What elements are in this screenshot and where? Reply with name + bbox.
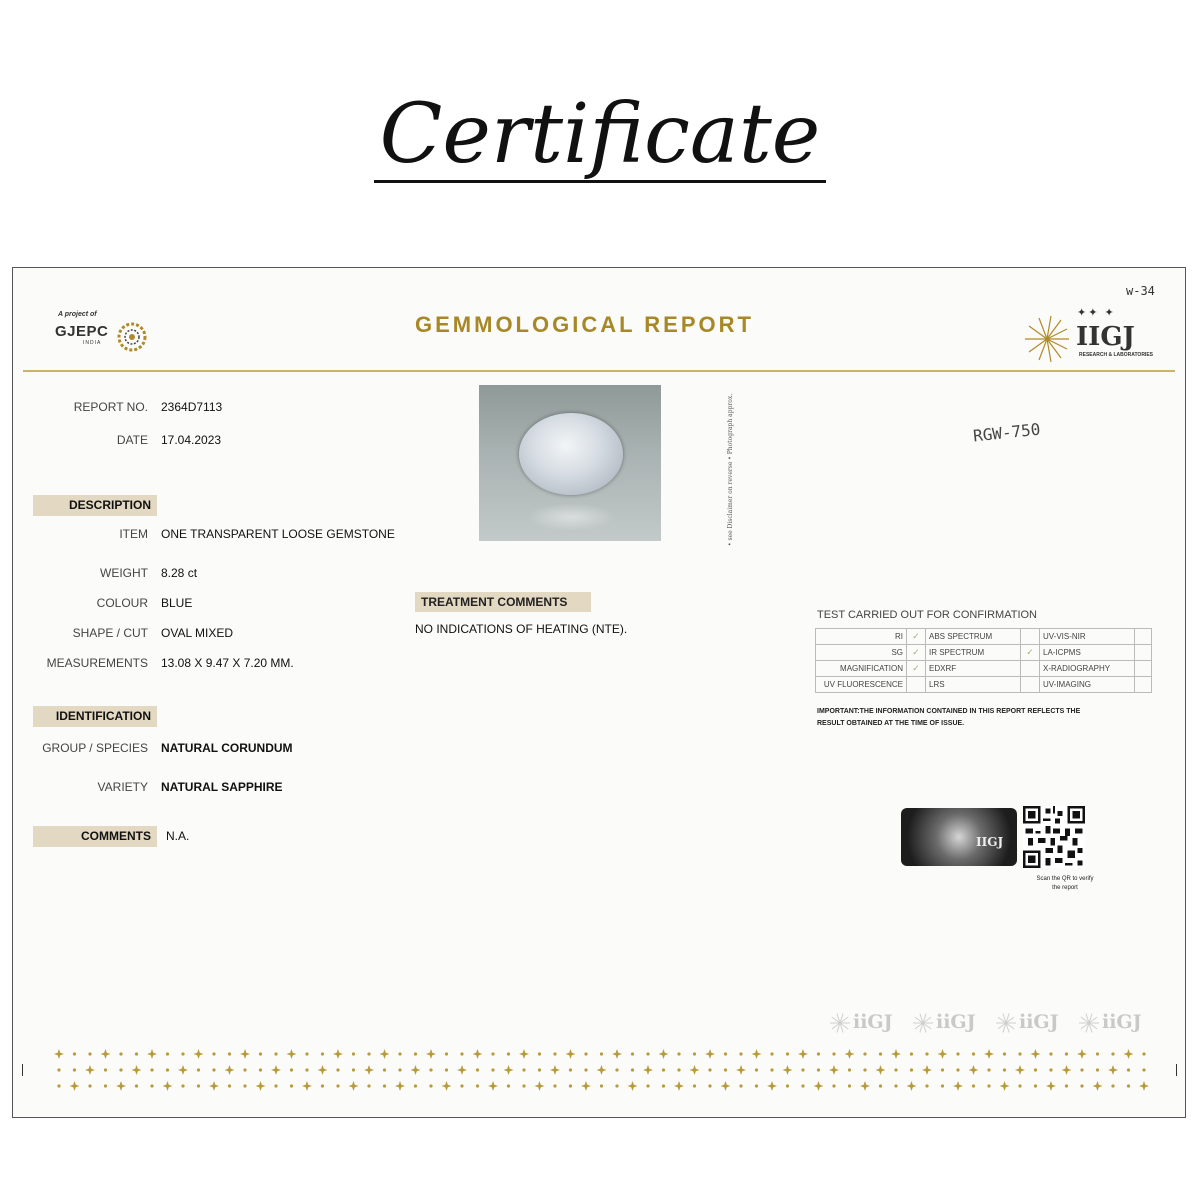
important-text: THE INFORMATION CONTAINED IN THIS REPORT REFLECTS THE RESULT OBTAINED AT THE TIME OF ISSUE.: [817, 708, 1081, 727]
watermark-starburst-icon: [995, 1012, 1017, 1034]
iigj-subtitle: RESEARCH & LABORATORIES: [1079, 352, 1153, 358]
test-check-icon: ✓: [907, 661, 926, 677]
iigj-stars-icon: ✦✦ ✦: [1077, 307, 1116, 319]
watermark-starburst-icon: [912, 1012, 934, 1034]
item-label: ITEM: [119, 527, 148, 541]
tests-row: [816, 645, 1152, 661]
variety-label: VARIETY: [97, 780, 148, 794]
gjepc-country: INDIA: [83, 340, 102, 346]
test-check-cell: [1135, 629, 1152, 645]
test-name: MAGNIFICATION: [816, 661, 907, 677]
iigj-logo-text: IIGJ: [1076, 322, 1135, 352]
hologram-label: IIGJ: [976, 835, 1004, 849]
measurements-label: MEASUREMENTS: [46, 656, 148, 670]
variety-value: NATURAL SAPPHIRE: [161, 780, 283, 794]
treatment-comments-header: TREATMENT COMMENTS: [415, 592, 591, 612]
important-label: IMPORTANT:: [817, 708, 860, 715]
watermark-logo-text: iiGJ: [1102, 1011, 1142, 1033]
tests-row: [816, 629, 1152, 645]
description-section-header: DESCRIPTION: [33, 495, 157, 516]
handwritten-code: w-34: [1126, 284, 1155, 298]
gemstone-reflection: [527, 503, 615, 531]
test-name: ABS SPECTRUM: [926, 629, 1021, 645]
test-check-cell: [1135, 645, 1152, 661]
test-check-cell: [1135, 661, 1152, 677]
test-check-icon: [1021, 677, 1040, 693]
test-name: LRS: [926, 677, 1021, 693]
test-name: SG: [816, 645, 907, 661]
date-value: 17.04.2023: [161, 433, 222, 447]
gemstone-photo: [479, 385, 661, 541]
qr-code-icon[interactable]: [1023, 806, 1085, 868]
treatment-comments-value: NO INDICATIONS OF HEATING (NTE).: [415, 622, 628, 636]
scan-qr-caption: Scan the QR to verify the report: [1036, 876, 1094, 891]
gemstone-image: [519, 413, 623, 495]
report-no-value: 2364D7113: [161, 400, 223, 414]
watermark-logo-text: iiGJ: [936, 1011, 976, 1033]
gjepc-emblem-icon: [117, 322, 147, 352]
left-edge-tick: [22, 1064, 23, 1076]
page-title-text: Certificate: [374, 92, 827, 183]
test-check-icon: [1021, 629, 1040, 645]
test-name: LA-ICPMS: [1040, 645, 1135, 661]
iigj-starburst-icon: [1021, 314, 1071, 364]
decorative-dot-row-1: [53, 1048, 1153, 1060]
page-title: [0, 87, 1200, 183]
important-note: [817, 706, 1097, 730]
test-name: RI: [816, 629, 907, 645]
handwritten-reference: RGW-750: [972, 419, 1042, 446]
group-species-value: NATURAL CORUNDUM: [161, 741, 293, 755]
test-name: X-RADIOGRAPHY: [1040, 661, 1135, 677]
test-name: UV FLUORESCENCE: [816, 677, 907, 693]
comments-section-header: COMMENTS: [33, 826, 157, 847]
report-title: GEMMOLOGICAL REPORT: [415, 312, 754, 337]
certificate-card: [12, 267, 1186, 1118]
weight-value: 8.28 ct: [161, 566, 198, 580]
test-check-icon: ✓: [1021, 645, 1040, 661]
tests-title: TEST CARRIED OUT FOR CONFIRMATION: [817, 609, 1038, 621]
watermark-logo-text: iiGJ: [1019, 1011, 1059, 1033]
identification-section-header: IDENTIFICATION: [33, 706, 157, 727]
test-check-icon: ✓: [907, 645, 926, 661]
tests-table: [815, 628, 1152, 693]
test-name: EDXRF: [926, 661, 1021, 677]
decorative-dot-row-3: [53, 1080, 1153, 1092]
measurements-value: 13.08 X 9.47 X 7.20 MM.: [161, 656, 294, 670]
item-value: ONE TRANSPARENT LOOSE GEMSTONE: [161, 527, 395, 541]
shape-cut-label: SHAPE / CUT: [72, 626, 148, 640]
watermark-logo-text: iiGJ: [853, 1011, 893, 1033]
report-no-label: REPORT NO.: [73, 400, 148, 414]
weight-label: WEIGHT: [100, 566, 148, 580]
test-check-icon: [1021, 661, 1040, 677]
group-species-label: GROUP / SPECIES: [42, 741, 148, 755]
shape-cut-value: OVAL MIXED: [161, 626, 234, 640]
test-check-icon: [907, 677, 926, 693]
watermark-starburst-icon: [1078, 1012, 1100, 1034]
test-name: IR SPECTRUM: [926, 645, 1021, 661]
header-divider: [23, 370, 1175, 372]
gjepc-tagline: A project of: [58, 311, 97, 318]
tests-row: [816, 677, 1152, 693]
colour-value: BLUE: [161, 596, 193, 610]
test-name: UV-IMAGING: [1040, 677, 1135, 693]
decorative-dot-row-2: [53, 1064, 1153, 1076]
photo-disclaimer-note: • see Disclaimer on reverse • Photograph approx.: [727, 393, 734, 546]
test-check-cell: [1135, 677, 1152, 693]
comments-value: N.A.: [166, 829, 190, 843]
right-edge-tick: [1176, 1064, 1177, 1076]
test-name: UV-VIS-NIR: [1040, 629, 1135, 645]
tests-row: [816, 661, 1152, 677]
watermark-starburst-icon: [829, 1012, 851, 1034]
test-check-icon: ✓: [907, 629, 926, 645]
colour-label: COLOUR: [96, 596, 148, 610]
gjepc-logo-text: GJEPC: [55, 323, 109, 340]
date-label: DATE: [116, 433, 148, 447]
